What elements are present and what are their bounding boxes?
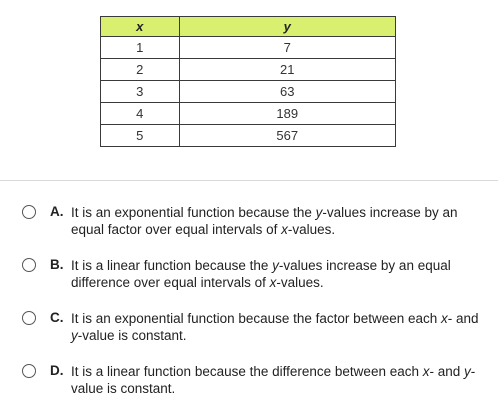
- table-header-x: x: [101, 17, 180, 37]
- table-row: [101, 59, 396, 81]
- answer-options: [0, 200, 498, 411]
- table-header-row: [101, 17, 396, 37]
- table-cell-y: 7: [179, 37, 395, 59]
- table-cell-y: 189: [179, 103, 395, 125]
- table-row: [101, 103, 396, 125]
- table-row: [101, 125, 396, 147]
- option-letter: C.: [50, 310, 64, 325]
- option-text: It is an exponential function because the factor between each x- and y-value is constant.: [71, 311, 479, 343]
- radio-button-d[interactable]: [22, 364, 36, 378]
- option-d[interactable]: [0, 359, 498, 411]
- table-row: [101, 37, 396, 59]
- table-cell-y: 567: [179, 125, 395, 147]
- radio-button-c[interactable]: [22, 311, 36, 325]
- option-letter: B.: [50, 257, 64, 272]
- option-letter: D.: [50, 363, 64, 378]
- option-a[interactable]: [0, 200, 498, 253]
- table-header-y: y: [179, 17, 395, 37]
- table-cell-x: 1: [101, 37, 180, 59]
- table-row: [101, 81, 396, 103]
- radio-button-a[interactable]: [22, 205, 36, 219]
- option-b[interactable]: [0, 253, 498, 306]
- table-cell-x: 2: [101, 59, 180, 81]
- option-c[interactable]: [0, 306, 498, 359]
- table-cell-x: 3: [101, 81, 180, 103]
- option-text: It is an exponential function because the y-values increase by an equal factor over equal intervals of x-values.: [71, 205, 458, 237]
- table-cell-x: 5: [101, 125, 180, 147]
- xy-table: [100, 16, 396, 147]
- option-text: It is a linear function because the y-values increase by an equal difference over equal intervals of x-values.: [71, 258, 451, 290]
- divider: [0, 180, 498, 181]
- option-letter: A.: [50, 204, 64, 219]
- table-cell-y: 21: [179, 59, 395, 81]
- table-cell-y: 63: [179, 81, 395, 103]
- table-cell-x: 4: [101, 103, 180, 125]
- radio-button-b[interactable]: [22, 258, 36, 272]
- option-text: It is a linear function because the difference between each x- and y-value is constant.: [71, 364, 476, 396]
